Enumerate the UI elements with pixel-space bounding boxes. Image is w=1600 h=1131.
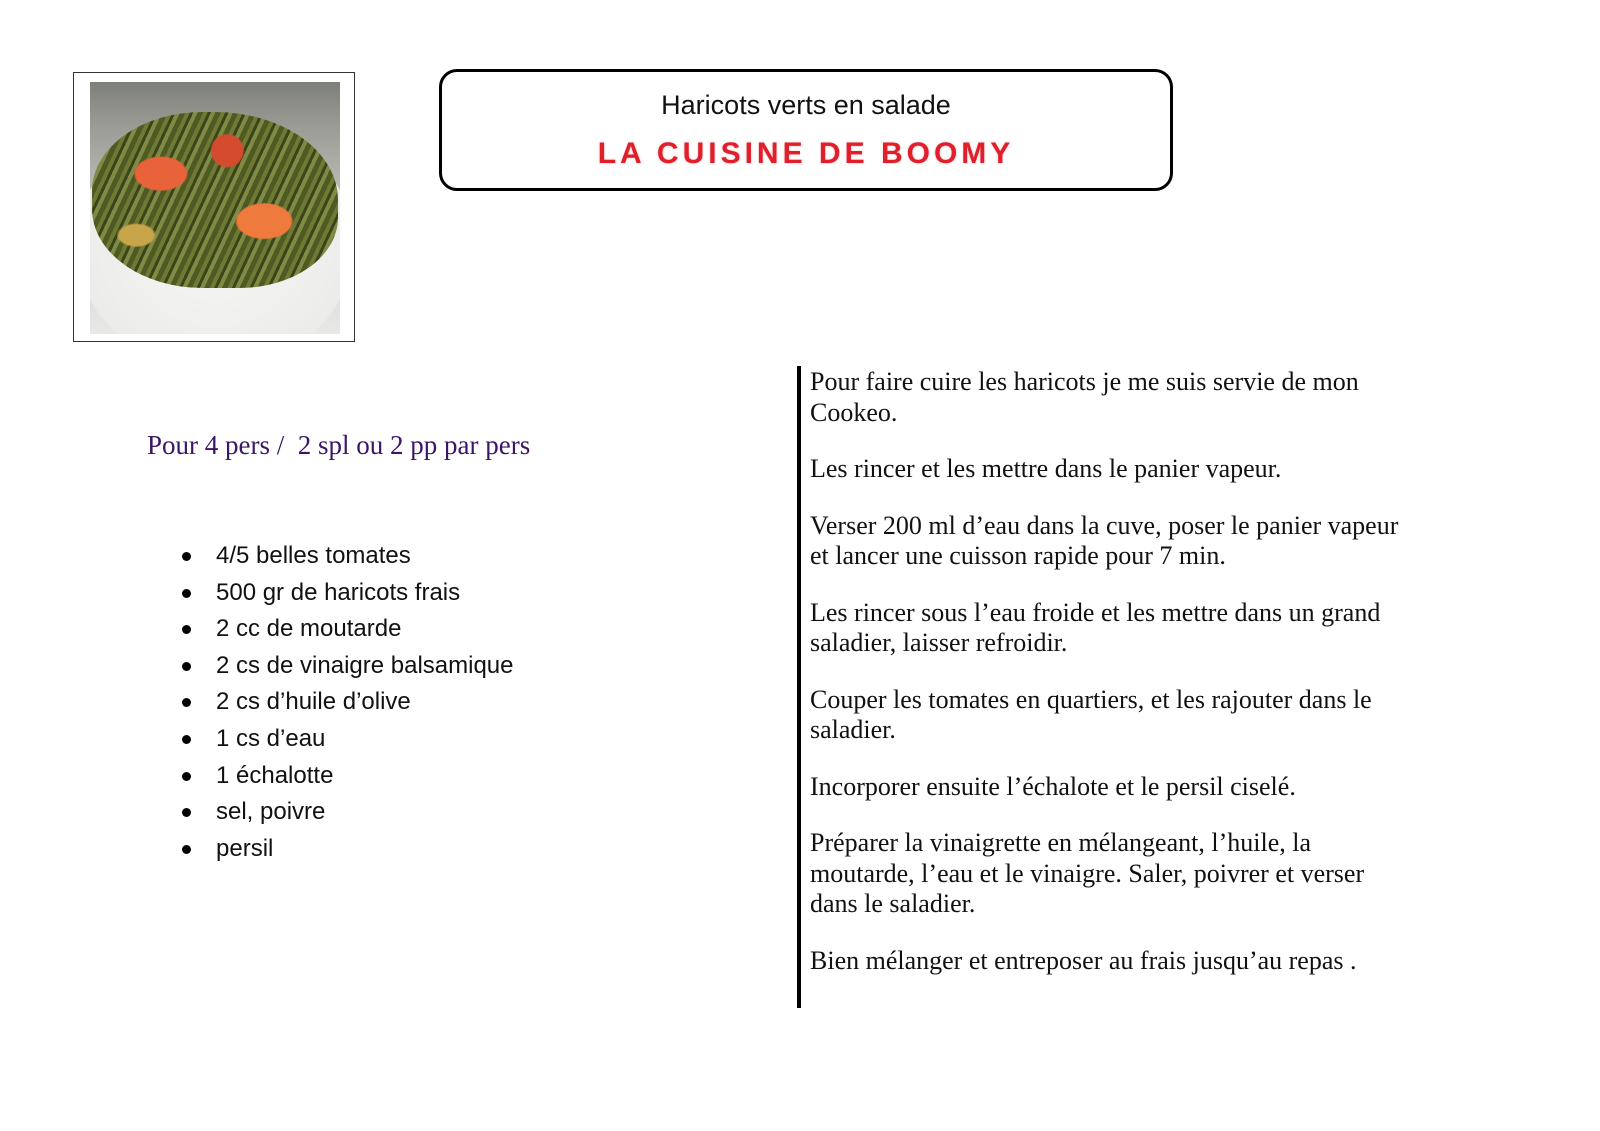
salad-bowl-content [92, 112, 338, 288]
step-paragraph: Les rincer sous l’eau froide et les mettre dans un grand saladier, laisser refroidir. [810, 597, 1381, 657]
ingredient-item: 2 cc de moutarde [178, 611, 514, 648]
recipe-photo-frame [73, 72, 355, 342]
bullet-icon [182, 698, 191, 707]
column-divider [797, 366, 801, 1008]
recipe-title: Haricots verts en salade [661, 90, 951, 120]
step-paragraph: Préparer la vinaigrette en mélangeant, l’huile, la moutarde, l’eau et le vinaigre. Saler, poivrer et verser dans le saladier. [810, 828, 1365, 918]
title-box [439, 69, 1173, 191]
ingredient-item: 2 cs de vinaigre balsamique [178, 648, 514, 685]
ingredient-item: 4/5 belles tomates [178, 538, 514, 575]
ingredient-item: 2 cs d’huile d’olive [178, 684, 514, 721]
bullet-icon [182, 845, 191, 854]
servings-info: Pour 4 pers / 2 spl ou 2 pp par pers [147, 430, 531, 460]
preparation-steps [810, 367, 1410, 1002]
bullet-icon [182, 552, 191, 561]
blog-name: LA CUISINE DE BOOMY [597, 137, 1015, 170]
ingredient-item: 1 cs d’eau [178, 721, 514, 758]
bullet-icon [182, 589, 191, 598]
step-paragraph: Les rincer et les mettre dans le panier vapeur. [810, 454, 1282, 483]
ingredient-item: 500 gr de haricots frais [178, 575, 514, 612]
ingredients-list [178, 538, 514, 867]
ingredient-item: persil [178, 831, 514, 868]
step-paragraph: Pour faire cuire les haricots je me suis servie de mon Cookeo. [810, 367, 1359, 427]
step-paragraph: Verser 200 ml d’eau dans la cuve, poser le panier vapeur et lancer une cuisson rapide pour 7 min. [810, 510, 1399, 570]
bullet-icon [182, 735, 191, 744]
step-paragraph: Incorporer ensuite l’échalote et le persil ciselé. [810, 771, 1296, 801]
bullet-icon [182, 808, 191, 817]
bullet-icon [182, 662, 191, 671]
step-paragraph: Couper les tomates en quartiers, et les rajouter dans le saladier. [810, 684, 1372, 744]
step-paragraph: Bien mélanger et entreposer au frais jusqu’au repas . [810, 945, 1357, 975]
bullet-icon [182, 772, 191, 781]
salad-photo [90, 82, 340, 334]
bullet-icon [182, 625, 191, 634]
ingredient-item: sel, poivre [178, 794, 514, 831]
ingredient-item: 1 échalotte [178, 758, 514, 795]
